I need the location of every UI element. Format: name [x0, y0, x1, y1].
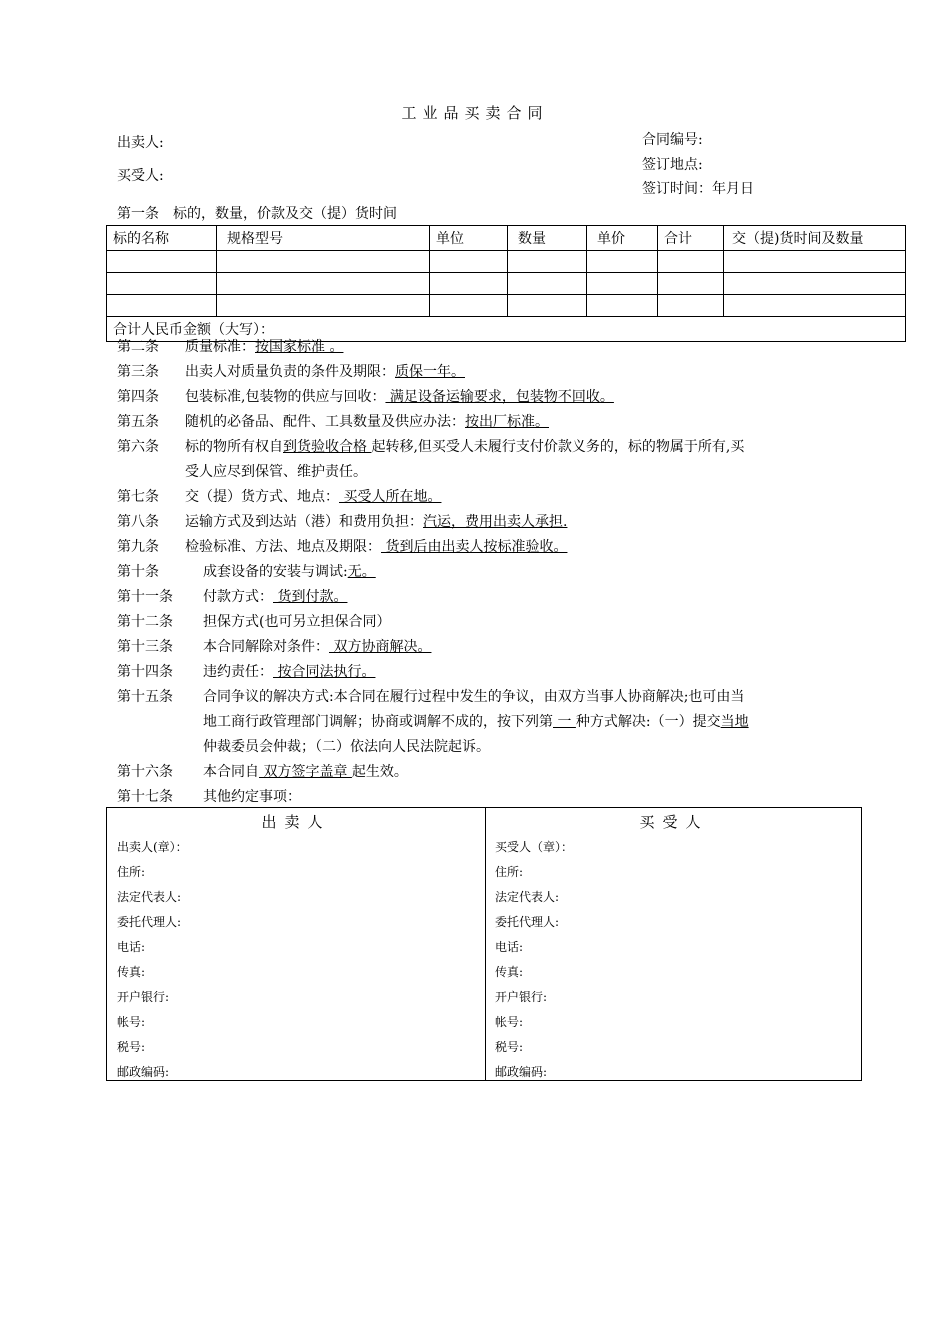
- filled-value: 质保一年。: [395, 364, 465, 380]
- party-field-label: 邮政编码:: [117, 1065, 170, 1079]
- article-text: 本合同自: [203, 764, 259, 780]
- article-text: 付款方式：: [203, 589, 273, 605]
- party-field-label: 委托代理人:: [117, 915, 182, 929]
- table-row: [107, 251, 906, 273]
- column-header: 交（提)货时间及数量: [724, 226, 906, 251]
- party-field-label: 税号:: [117, 1040, 146, 1054]
- party-field-label: 税号:: [495, 1040, 524, 1054]
- article-item: [117, 360, 749, 385]
- filled-value: 汽运，费用出卖人承担.: [423, 514, 568, 530]
- article-item: [117, 510, 749, 535]
- party-field-label: 帐号:: [495, 1015, 524, 1029]
- article-number: 第十一条: [117, 589, 173, 605]
- article-text: 其他约定事项：: [203, 789, 301, 805]
- filled-value: 买受人所在地。: [339, 489, 442, 505]
- article-item: [117, 535, 749, 560]
- article-number: 第十三条: [117, 639, 173, 655]
- filled-value: 双方协商解决。: [329, 639, 432, 655]
- seller-column-header: 出卖人: [261, 813, 331, 831]
- article-number: 第八条: [117, 514, 159, 530]
- article-number: 第十四条: [117, 664, 173, 680]
- article-text: 成套设备的安装与调试:: [203, 564, 348, 580]
- article-text: 随机的必备品、配件、工具数量及供应办法：: [185, 414, 465, 430]
- article-text: 起生效。: [351, 764, 408, 780]
- article-number: 第十二条: [117, 614, 173, 630]
- sign-time-label: 签订时间：年月日: [642, 181, 754, 197]
- article-number: 第二条: [117, 339, 159, 355]
- article-text: 出卖人对质量负责的条件及期限：: [185, 364, 395, 380]
- article-number: 第十条: [117, 564, 159, 580]
- article-number: 第十五条: [117, 689, 173, 705]
- article-text: 标的物所有权自: [185, 439, 283, 455]
- column-header: 数量: [508, 226, 587, 251]
- article-item: [117, 435, 749, 485]
- filled-value: 按合同法执行。: [273, 664, 376, 680]
- party-field-label: 住所:: [117, 865, 146, 879]
- article-number: 第七条: [117, 489, 159, 505]
- party-field-label: 法定代表人:: [117, 890, 182, 904]
- party-field-label: 电话:: [117, 940, 146, 954]
- article-item: [117, 635, 749, 660]
- article-number: 第三条: [117, 364, 159, 380]
- filled-value: 到货验收合格: [283, 439, 372, 455]
- article-item: [117, 660, 749, 685]
- article-text: 担保方式(也可另立担保合同）: [203, 614, 391, 630]
- column-header: 标的名称: [107, 226, 217, 251]
- article-number: 第十七条: [117, 789, 173, 805]
- parties-table: [106, 807, 862, 1081]
- article-text: 违约责任：: [203, 664, 273, 680]
- column-header: 合计: [658, 226, 724, 251]
- table-row: [107, 273, 906, 295]
- buyer-column-header: 买受人: [639, 813, 709, 831]
- column-header: 规格型号: [217, 226, 430, 251]
- buyer-label: 买受人:: [117, 168, 164, 184]
- article-item: [117, 610, 749, 635]
- goods-table-header-row: [107, 226, 906, 251]
- article-text: 起转移,但买受人未履行支付价款义务的，标的物属于所有,买: [371, 439, 745, 455]
- party-field-label: 帐号:: [117, 1015, 146, 1029]
- article-number: 第五条: [117, 414, 159, 430]
- contract-number-label: 合同编号:: [642, 132, 703, 148]
- party-field-label: 出卖人(章）：: [117, 840, 188, 854]
- article-text: 交（提）货方式、地点：: [185, 489, 339, 505]
- article-item: [117, 685, 749, 760]
- total-amount-label: 合计人民币金额（大写）：: [107, 317, 906, 342]
- party-field-label: 传真:: [495, 965, 524, 979]
- party-field-label: 开户银行:: [495, 990, 548, 1004]
- article-text: 仲裁委员会仲裁；（二）依法向人民法院起诉。: [203, 739, 490, 755]
- article-item: [117, 335, 749, 360]
- filled-value: 货到后由出卖人按标准验收。: [381, 539, 568, 555]
- filled-value: 双方签字盖章: [259, 764, 352, 780]
- articles-list: [117, 335, 749, 810]
- article-text: 受人应尽到保管、维护责任。: [185, 464, 367, 480]
- filled-value: 当地: [720, 714, 749, 730]
- buyer-column: [485, 808, 863, 1080]
- article-text: 种方式解决:（一）提交: [575, 714, 721, 730]
- sign-place-label: 签订地点:: [642, 157, 703, 173]
- party-field-label: 邮政编码:: [495, 1065, 548, 1079]
- seller-column: [107, 808, 486, 1080]
- article-item: [117, 385, 749, 410]
- party-field-label: 买受人（章）：: [495, 840, 574, 854]
- party-field-label: 开户银行:: [117, 990, 170, 1004]
- article-text: 合同争议的解决方式:本合同在履行过程中发生的争议，由双方当事人协商解决;也可由当: [203, 689, 745, 705]
- article-text: 本合同解除对条件：: [203, 639, 329, 655]
- document-title: 工业品买卖合同: [401, 104, 549, 122]
- article-number: 第六条: [117, 439, 159, 455]
- party-field-label: 电话:: [495, 940, 524, 954]
- party-field-label: 委托代理人:: [495, 915, 560, 929]
- article-item: [117, 585, 749, 610]
- article-text: 包装标准,包装物的供应与回收：: [185, 389, 386, 405]
- filled-value: 按出厂标准。: [465, 414, 549, 430]
- article-text: 地工商行政管理部门调解；协商或调解不成的，按下列第: [203, 714, 553, 730]
- article-item: [117, 760, 749, 785]
- article-item: [117, 560, 749, 585]
- article-text: 检验标准、方法、地点及期限：: [185, 539, 381, 555]
- article-number: 第四条: [117, 389, 159, 405]
- article-1-title: 第一条 标的，数量，价款及交（提）货时间: [117, 206, 397, 222]
- article-number: 第九条: [117, 539, 159, 555]
- party-field-label: 住所:: [495, 865, 524, 879]
- column-header: 单价: [587, 226, 658, 251]
- article-text: 运输方式及到达站（港）和费用负担：: [185, 514, 423, 530]
- article-item: [117, 410, 749, 435]
- article-number: 第十六条: [117, 764, 173, 780]
- party-field-label: 法定代表人:: [495, 890, 560, 904]
- seller-label: 出卖人:: [117, 135, 164, 151]
- filled-value: 货到付款。: [273, 589, 348, 605]
- goods-table: [106, 225, 906, 342]
- filled-value: 无。: [347, 564, 376, 580]
- table-row: [107, 295, 906, 317]
- column-header: 单位: [430, 226, 508, 251]
- party-field-label: 传真:: [117, 965, 146, 979]
- filled-value: 一: [553, 714, 576, 730]
- filled-value: 按国家标准 。: [255, 339, 344, 355]
- article-text: 质量标准：: [185, 339, 255, 355]
- filled-value: 满足设备运输要求，包装物不回收。: [385, 389, 614, 405]
- article-item: [117, 485, 749, 510]
